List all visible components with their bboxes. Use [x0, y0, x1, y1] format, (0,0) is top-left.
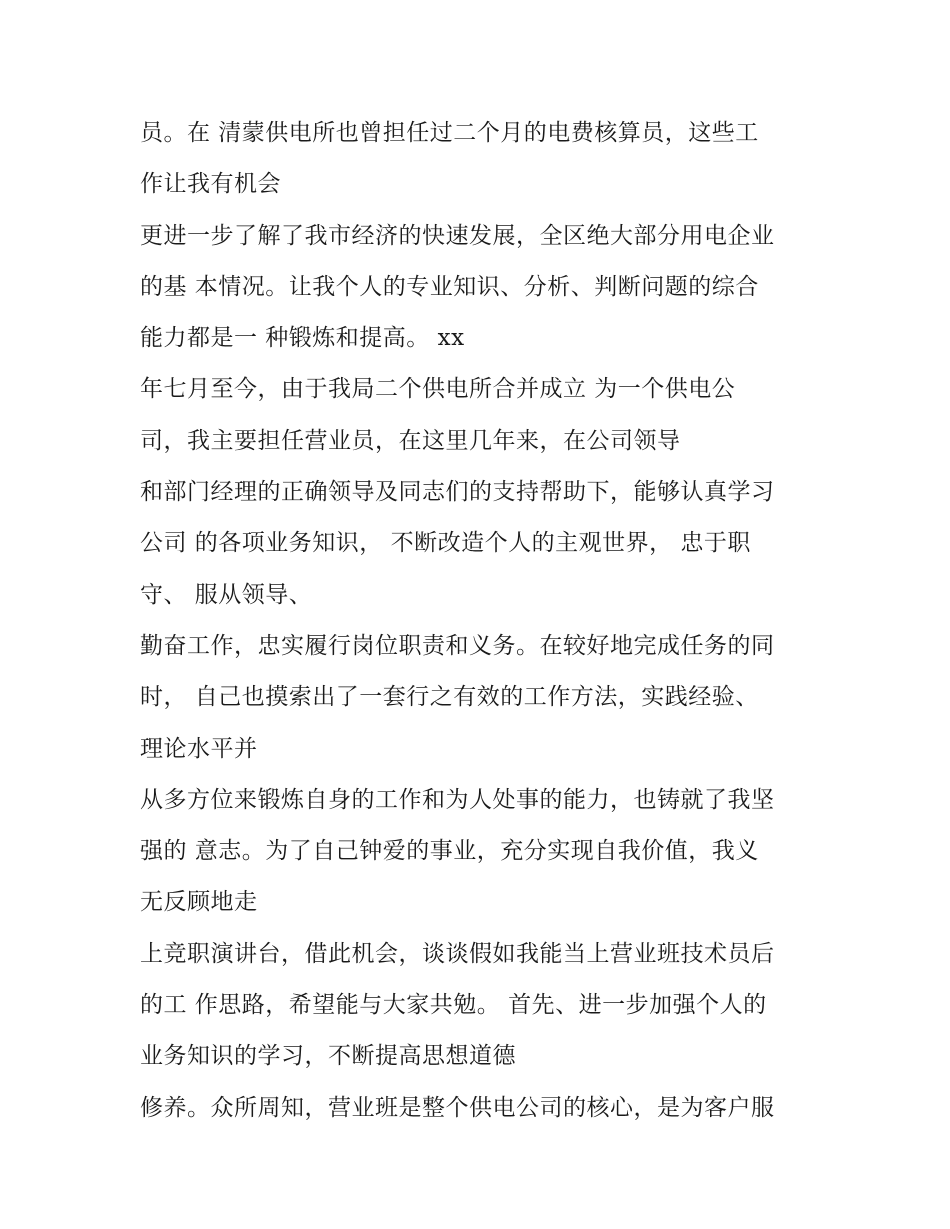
- text-line-11: 勤奋工作，忠实履行岗位职责和义务。在较好地完成任务的同: [140, 632, 775, 659]
- body-text: [140, 108, 840, 1134]
- text-line-13: 理论水平并: [140, 735, 258, 762]
- text-line-9: 公司 的各项业务知识， 不断改造个人的主观世界， 忠于职: [140, 530, 751, 557]
- text-line-14: 从多方位来锻炼自身的工作和为人处事的能力，也铸就了我坚: [140, 786, 775, 813]
- text-line-4: 的基 本情况。让我个人的专业知识、分析、判断问题的综合: [140, 273, 759, 300]
- text-line-19: 业务知识的学习，不断提高思想道德: [140, 1043, 516, 1070]
- text-line-1: 员。在 清蒙供电所也曾担任过二个月的电费核算员，这些工: [140, 120, 759, 146]
- text-line-3: 更进一步了解了我市经济的快速发展，全区绝大部分用电企业: [140, 222, 775, 249]
- text-line-16: 无反顾地走: [140, 889, 258, 916]
- text-line-15: 强的 意志。为了自己钟爱的事业，充分实现自我价值，我义: [140, 838, 759, 865]
- text-line-5: 能力都是一 种锻炼和提高。 xx: [140, 325, 465, 352]
- text-line-6: 年七月至今，由于我局二个供电所合并成立 为一个供电公: [140, 376, 736, 403]
- text-line-18: 的工 作思路，希望能与大家共勉。 首先、进一步加强个人的: [140, 992, 767, 1019]
- text-line-7: 司，我主要担任营业员，在这里几年来，在公司领导: [140, 427, 681, 454]
- text-line-17: 上竞职演讲台，借此机会，谈谈假如我能当上营业班技术员后: [140, 940, 775, 967]
- text-line-2: 作让我有机会: [140, 171, 281, 198]
- text-line-8: 和部门经理的正确领导及同志们的支持帮助下，能够认真学习: [140, 479, 775, 506]
- text-line-12: 时， 自己也摸索出了一套行之有效的工作方法，实践经验、: [140, 684, 759, 711]
- text-line-20: 修养。众所周知，营业班是整个供电公司的核心，是为客户服: [140, 1094, 775, 1121]
- text-line-10: 守、 服从领导、: [140, 581, 313, 608]
